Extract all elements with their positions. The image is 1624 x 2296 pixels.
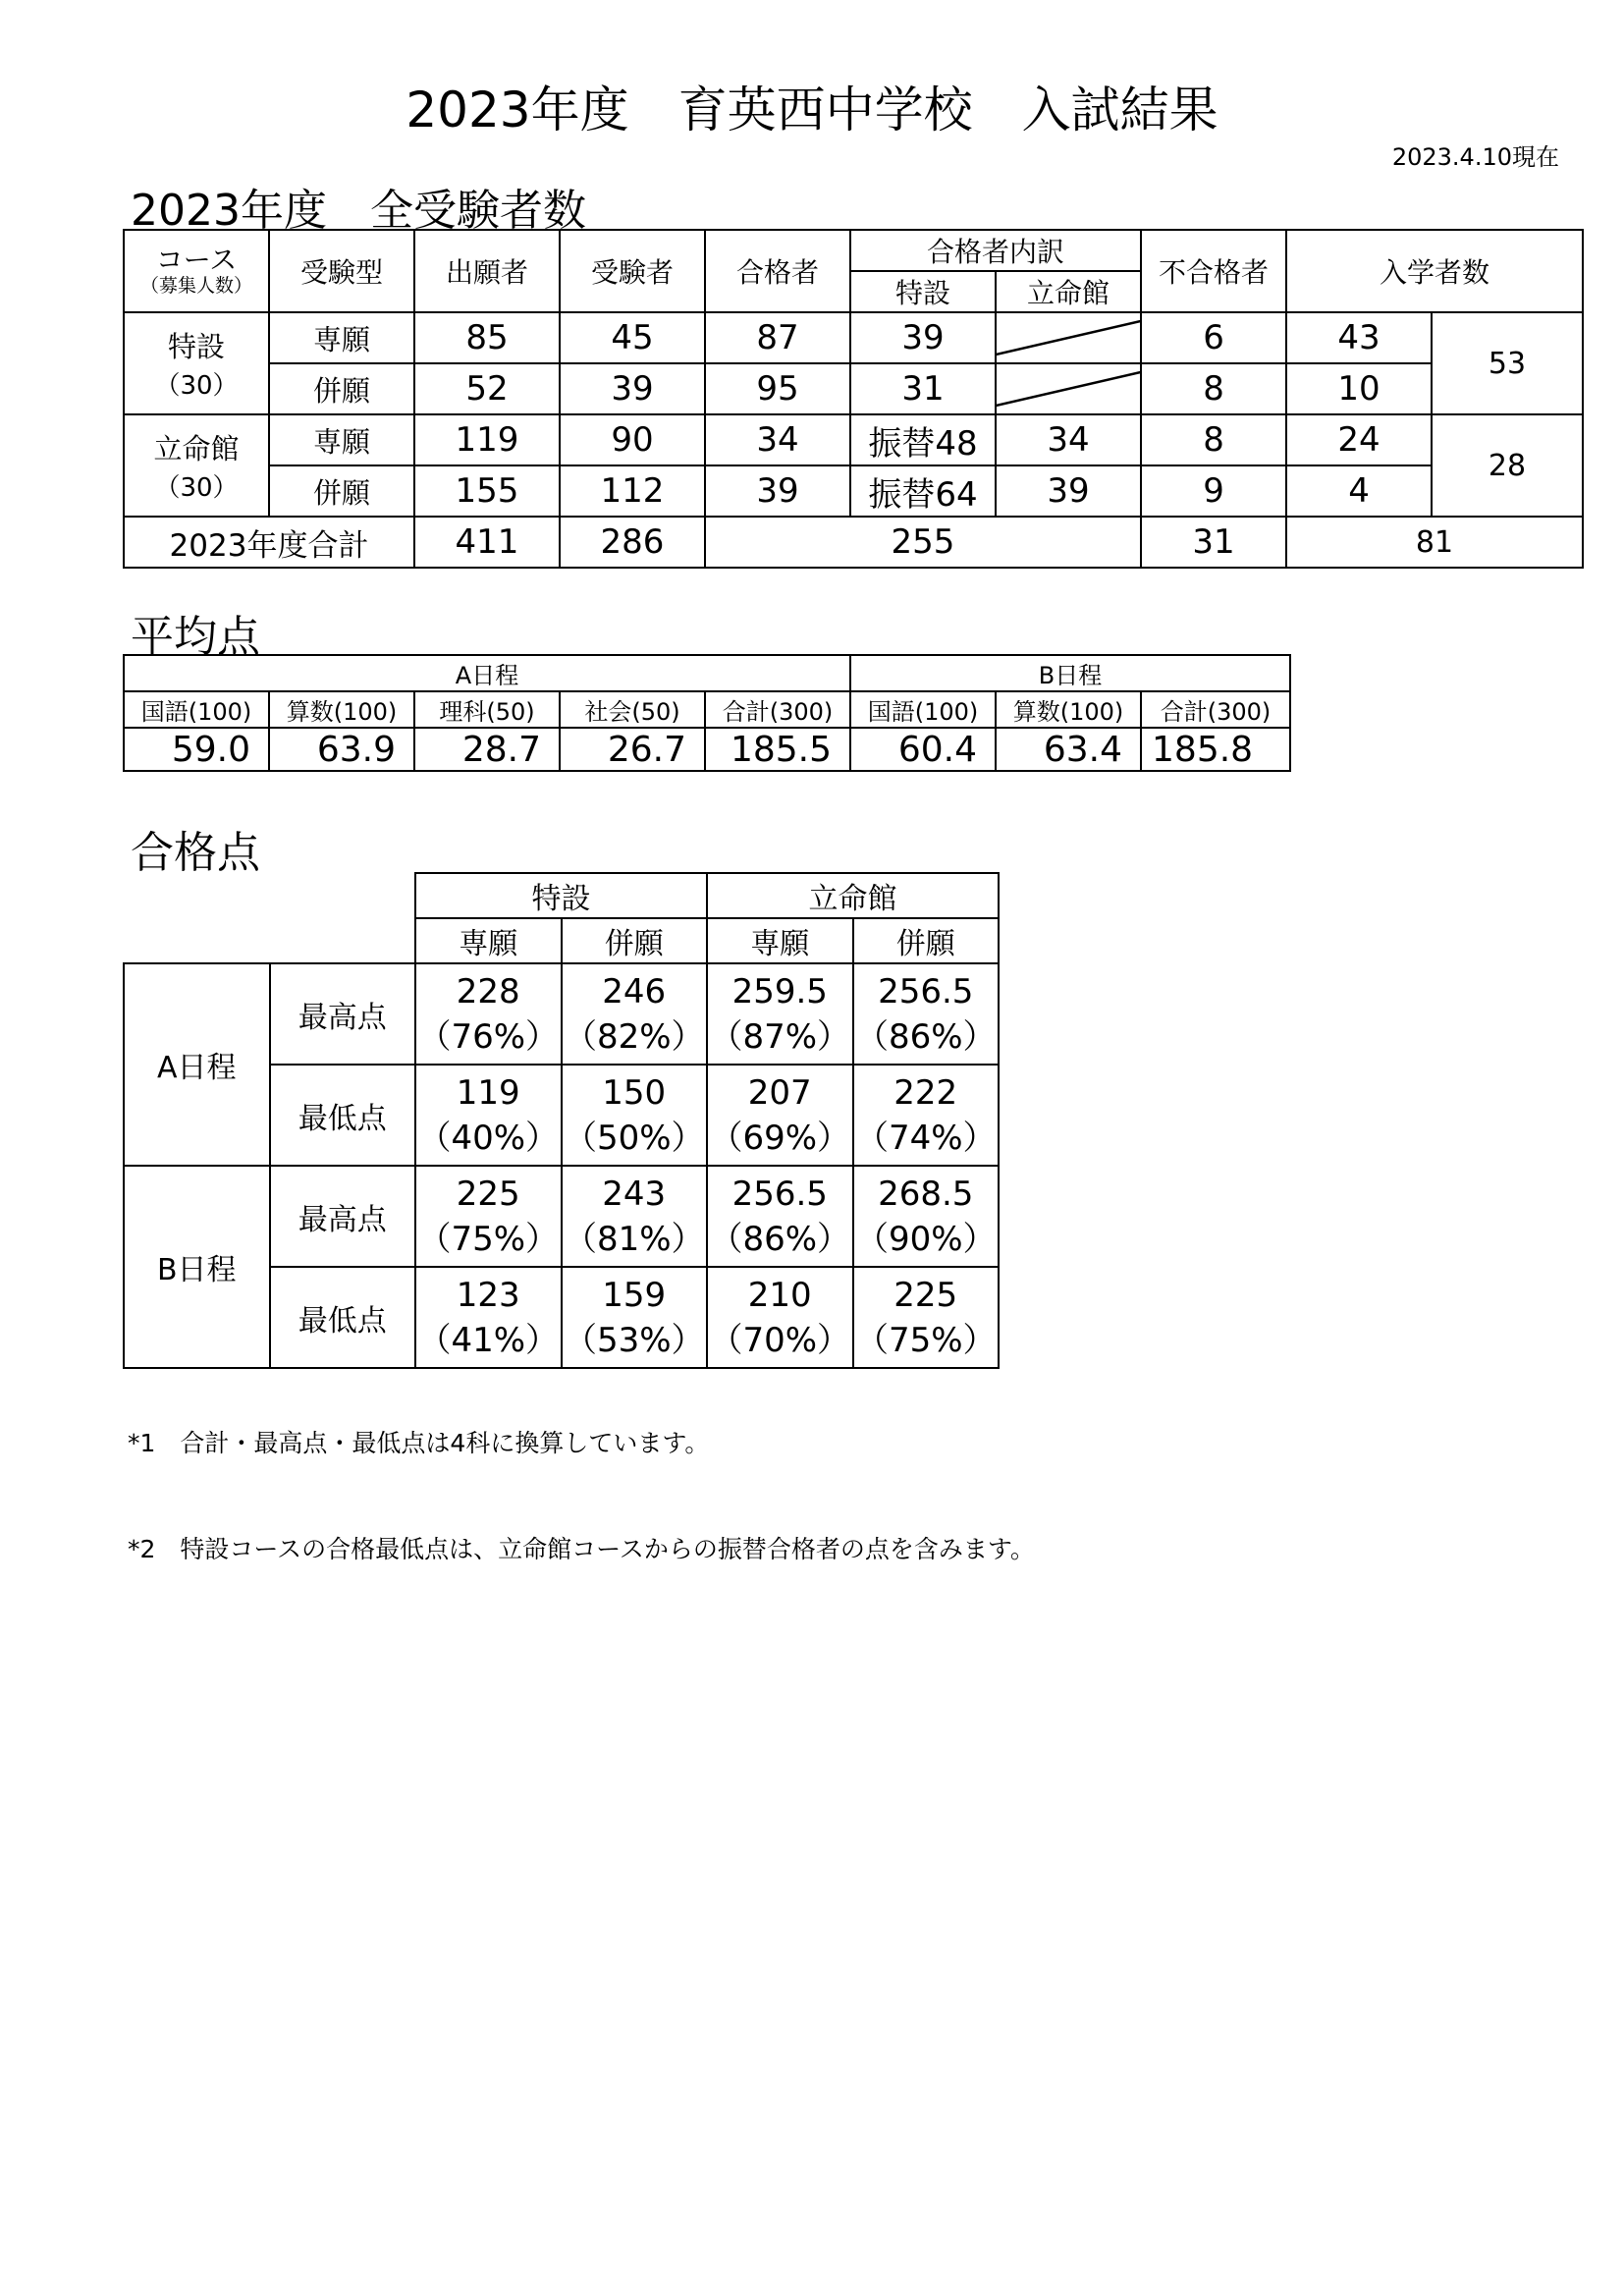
group-header-ritsumeikan: 立命館 [707, 873, 999, 918]
table-row [124, 963, 999, 1065]
exam-type-cell: 併願 [269, 363, 414, 414]
enrolled-cell: 24 [1286, 414, 1432, 465]
score-cell: 159 （53%） [562, 1267, 708, 1368]
exam-type-cell: 専願 [269, 414, 414, 465]
average-value: 185.5 [705, 728, 850, 771]
score-type-label: 最高点 [270, 1166, 416, 1267]
passed-cell: 39 [705, 465, 850, 517]
score-cell: 207 （69%） [707, 1065, 853, 1166]
header-breakdown: 合格者内訳 [850, 230, 1141, 271]
breakdown-tokusetsu-cell: 39 [850, 312, 996, 363]
average-value: 63.4 [996, 728, 1141, 771]
subject-header: 合計(300) [705, 691, 850, 728]
score-cell: 243 （81%） [562, 1166, 708, 1267]
enrolled-total-cell: 28 [1432, 414, 1583, 517]
failed-cell: 8 [1141, 363, 1286, 414]
footnotes [128, 1355, 1035, 1603]
examinees-table [123, 229, 1584, 569]
total-row [124, 517, 1583, 568]
score-cell: 225 （75%） [853, 1267, 1000, 1368]
score-cell: 256.5 （86%） [707, 1166, 853, 1267]
average-value: 63.9 [269, 728, 414, 771]
breakdown-tokusetsu-cell: 振替64 [850, 465, 996, 517]
examinees-cell: 90 [560, 414, 705, 465]
examinees-cell: 45 [560, 312, 705, 363]
section-heading-average: 平均点 [131, 612, 260, 662]
passed-cell: 95 [705, 363, 850, 414]
total-failed: 31 [1141, 517, 1286, 568]
score-cell: 119 （40%） [415, 1065, 562, 1166]
applicants-cell: 155 [414, 465, 560, 517]
subject-header: 算数(100) [996, 691, 1141, 728]
as-of-date: 2023.4.10現在 [1391, 143, 1559, 171]
page-title: 2023年度 育英西中学校 入試結果 [406, 82, 1218, 138]
table-row [124, 363, 1583, 414]
breakdown-ritsumeikan-cell [996, 312, 1141, 363]
total-passed: 255 [705, 517, 1141, 568]
subject-header: 国語(100) [124, 691, 269, 728]
average-value: 60.4 [850, 728, 996, 771]
enrolled-cell: 4 [1286, 465, 1432, 517]
score-cell: 210 （70%） [707, 1267, 853, 1368]
header-examinees: 受験者 [560, 230, 705, 312]
applicants-cell: 52 [414, 363, 560, 414]
exam-type-cell: 併願 [269, 465, 414, 517]
failed-cell: 8 [1141, 414, 1286, 465]
section-heading-passing-score: 合格点 [131, 828, 260, 878]
header-breakdown-ritsumeikan: 立命館 [996, 271, 1141, 312]
score-cell: 123 （41%） [415, 1267, 562, 1368]
table-row [124, 1166, 999, 1267]
score-type-label: 最低点 [270, 1065, 416, 1166]
average-value: 26.7 [560, 728, 705, 771]
score-cell: 222 （74%） [853, 1065, 1000, 1166]
corner-blank [124, 873, 415, 963]
examinees-cell: 39 [560, 363, 705, 414]
total-enrolled: 81 [1286, 517, 1583, 568]
header-breakdown-tokusetsu: 特設 [850, 271, 996, 312]
subject-header: 算数(100) [269, 691, 414, 728]
breakdown-ritsumeikan-cell [996, 363, 1141, 414]
score-cell: 246 （82%） [562, 963, 708, 1065]
passing-score-table [123, 872, 1000, 1369]
a-schedule-header: A日程 [124, 655, 850, 691]
header-enrolled: 入学者数 [1286, 230, 1583, 312]
total-applicants: 411 [414, 517, 560, 568]
average-value: 28.7 [414, 728, 560, 771]
type-header: 専願 [707, 918, 853, 963]
score-type-label: 最低点 [270, 1267, 416, 1368]
examinees-cell: 112 [560, 465, 705, 517]
average-value: 185.8 [1141, 728, 1290, 771]
exam-type-cell: 専願 [269, 312, 414, 363]
enrolled-cell: 43 [1286, 312, 1432, 363]
applicants-cell: 85 [414, 312, 560, 363]
passed-cell: 87 [705, 312, 850, 363]
score-type-label: 最高点 [270, 963, 416, 1065]
group-header-tokusetsu: 特設 [415, 873, 707, 918]
breakdown-ritsumeikan-cell: 34 [996, 414, 1141, 465]
schedule-label: A日程 [124, 963, 270, 1166]
header-passed: 合格者 [705, 230, 850, 312]
footnote: *2 特設コースの合格最低点は、立命館コースからの振替合格者の点を含みます。 [128, 1535, 1035, 1563]
type-header: 併願 [562, 918, 708, 963]
subject-header: 理科(50) [414, 691, 560, 728]
score-cell: 268.5 （90%） [853, 1166, 1000, 1267]
subject-header: 社会(50) [560, 691, 705, 728]
table-row [124, 312, 1583, 363]
score-cell: 228 （76%） [415, 963, 562, 1065]
section-heading-examinees: 2023年度 全受験者数 [131, 186, 586, 236]
course-cell: 特設 （30） [124, 312, 269, 414]
header-failed: 不合格者 [1141, 230, 1286, 312]
header-exam-type: 受験型 [269, 230, 414, 312]
enrolled-cell: 10 [1286, 363, 1432, 414]
score-cell: 225 （75%） [415, 1166, 562, 1267]
passed-cell: 34 [705, 414, 850, 465]
score-cell: 150 （50%） [562, 1065, 708, 1166]
applicants-cell: 119 [414, 414, 560, 465]
average-value: 59.0 [124, 728, 269, 771]
failed-cell: 6 [1141, 312, 1286, 363]
b-schedule-header: B日程 [850, 655, 1290, 691]
footnote: *1 合計・最高点・最低点は4科に換算しています。 [128, 1429, 710, 1457]
table-row [124, 414, 1583, 465]
type-header: 併願 [853, 918, 1000, 963]
course-cell: 立命館 （30） [124, 414, 269, 517]
score-cell: 259.5 （87%） [707, 963, 853, 1065]
enrolled-total-cell: 53 [1432, 312, 1583, 414]
header-applicants: 出願者 [414, 230, 560, 312]
breakdown-ritsumeikan-cell: 39 [996, 465, 1141, 517]
total-examinees: 286 [560, 517, 705, 568]
failed-cell: 9 [1141, 465, 1286, 517]
score-cell: 256.5 （86%） [853, 963, 1000, 1065]
average-score-table [123, 654, 1291, 772]
table-row [124, 465, 1583, 517]
schedule-label: B日程 [124, 1166, 270, 1368]
type-header: 専願 [415, 918, 562, 963]
header-course: コース （募集人数） [124, 230, 269, 312]
breakdown-tokusetsu-cell: 振替48 [850, 414, 996, 465]
subject-header: 合計(300) [1141, 691, 1290, 728]
subject-header: 国語(100) [850, 691, 996, 728]
total-label: 2023年度合計 [124, 517, 414, 568]
breakdown-tokusetsu-cell: 31 [850, 363, 996, 414]
